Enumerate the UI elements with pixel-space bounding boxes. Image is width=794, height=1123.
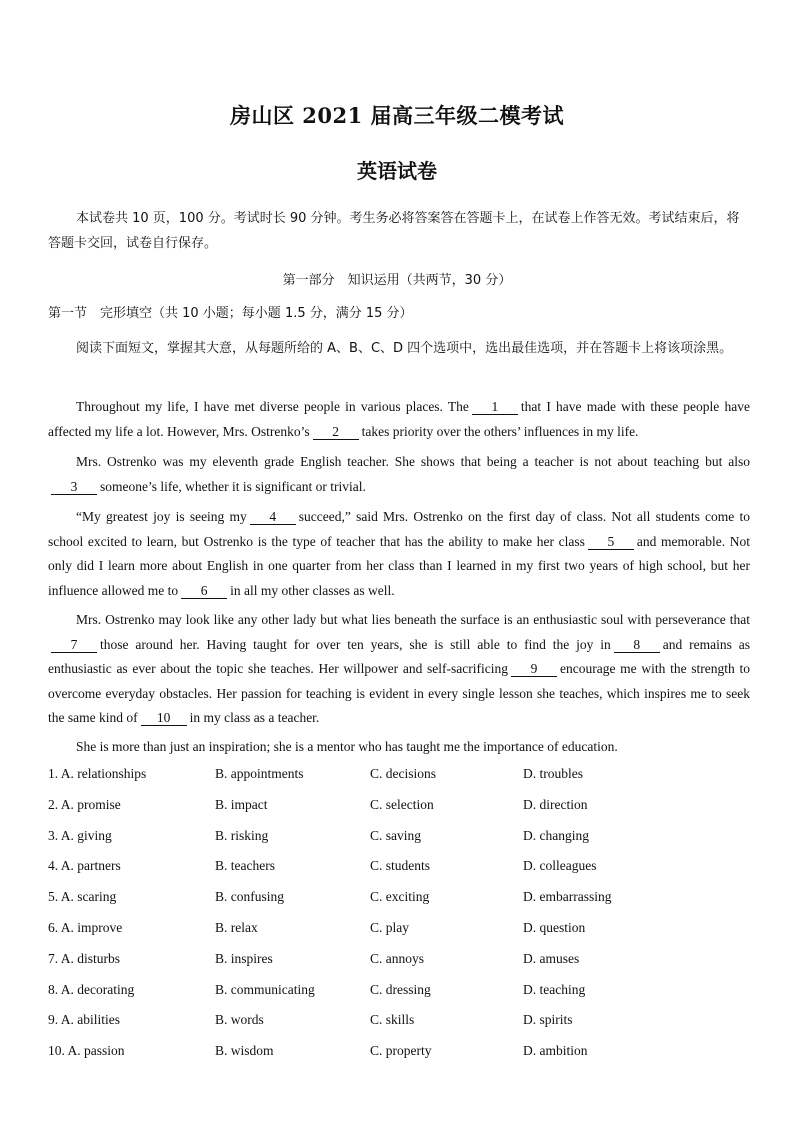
passage-paragraph-2: [48, 450, 750, 499]
passage-text: takes priority over the others’ influences in my life.: [361, 423, 639, 439]
option-c: C. selection: [370, 796, 434, 812]
option-a: 4. A. partners: [48, 858, 121, 874]
option-c: C. skills: [370, 1012, 415, 1028]
passage-text: encourage me with the strength to overcome everyday obstacles. Her passion for teaching is evident in every single lesson she teaches, which inspires me to seek the same kind of: [48, 661, 750, 725]
option-b: B. confusing: [215, 889, 284, 905]
option-c: C. exciting: [370, 889, 430, 905]
passage-paragraph-1: [48, 395, 750, 444]
option-row-1: [48, 766, 750, 797]
option-d: D. changing: [523, 827, 589, 843]
option-a: 9. A. abilities: [48, 1012, 120, 1028]
blank-1: 1: [472, 399, 518, 415]
passage-text: those around her. Having taught for over ten years, she is still able to find the joy in: [100, 636, 611, 652]
blank-10: 10: [141, 710, 187, 726]
option-a: 1. A. relationships: [48, 766, 147, 781]
passage-text: and remains as enthusiastic as ever about the topic she teaches. Her willpower and self-sacrificing: [48, 636, 750, 676]
option-row-3: [48, 828, 750, 859]
blank-6: 6: [181, 583, 227, 599]
answer-options: [48, 766, 750, 1074]
option-b: B. words: [215, 1012, 264, 1028]
passage-paragraph-5: She is more than just an inspiration; she is a mentor who has taught me the importance of education.: [76, 739, 618, 754]
option-d: D. teaching: [523, 981, 586, 997]
blank-3: 3: [51, 479, 97, 495]
option-b: B. risking: [215, 827, 269, 843]
option-b: B. appointments: [215, 766, 304, 781]
option-b: B. impact: [215, 796, 268, 812]
exam-title: 房山区 2021 届高三年级二模考试: [229, 103, 565, 128]
blank-4: 4: [250, 509, 296, 525]
option-b: B. communicating: [215, 981, 315, 997]
exam-instructions: 本试卷共 10 页，100 分。考试时长 90 分钟。考生务必将答案答在答题卡上，在试卷上作答无效。考试结束后，将答题卡交回，试卷自行保存。: [48, 211, 740, 251]
option-d: D. colleagues: [523, 858, 597, 874]
option-d: D. ambition: [523, 1043, 588, 1059]
option-row-6: [48, 920, 750, 951]
option-b: B. inspires: [215, 950, 273, 966]
option-row-9: [48, 1012, 750, 1043]
option-d: D. troubles: [523, 766, 583, 781]
option-a: 10. A. passion: [48, 1043, 125, 1059]
passage-text: succeed,” said Mrs. Ostrenko on the first day of class. Not all students come to school excited to learn, but Ostrenko is the type of teacher that has the ability to make her class: [48, 509, 751, 549]
passage-text: Throughout my life, I have met diverse people in various places. The: [76, 399, 469, 414]
option-row-5: [48, 889, 750, 920]
option-d: D. amuses: [523, 950, 580, 966]
passage-text: someone’s life, whether it is significant or trivial.: [100, 478, 366, 494]
blank-5: 5: [588, 534, 634, 550]
blank-9: 9: [511, 661, 557, 677]
option-row-7: [48, 951, 750, 982]
option-row-4: [48, 858, 750, 889]
option-a: 2. A. promise: [48, 796, 121, 812]
part-heading: 第一部分 知识运用（共两节，30 分）: [282, 273, 512, 288]
option-a: 6. A. improve: [48, 919, 123, 935]
option-row-10: [48, 1043, 750, 1074]
passage-text: in all my other classes as well.: [230, 582, 395, 598]
option-row-8: [48, 982, 750, 1013]
option-row-2: [48, 797, 750, 828]
passage-text: Mrs. Ostrenko was my eleventh grade English teacher. She shows that being a teacher is not about teaching but also: [76, 454, 750, 469]
option-d: D. question: [523, 919, 586, 935]
option-c: C. annoys: [370, 950, 424, 966]
blank-8: 8: [614, 637, 660, 653]
passage-text: Mrs. Ostrenko may look like any other lady but what lies beneath the surface is an enthusiastic soul with perseverance that: [76, 612, 750, 627]
passage-text: “My greatest joy is seeing my: [76, 509, 247, 524]
option-c: C. saving: [370, 827, 422, 843]
passage-paragraph-3: [48, 505, 750, 603]
option-b: B. relax: [215, 919, 258, 935]
blank-2: 2: [313, 424, 359, 440]
option-a: 5. A. scaring: [48, 889, 117, 905]
option-a: 7. A. disturbs: [48, 950, 121, 966]
option-a: 3. A. giving: [48, 827, 112, 843]
section-heading: 第一节 完形填空（共 10 小题；每小题 1.5 分，满分 15 分）: [48, 306, 413, 321]
option-b: B. wisdom: [215, 1043, 274, 1059]
option-c: C. dressing: [370, 981, 431, 997]
option-c: C. play: [370, 919, 409, 935]
exam-subtitle: 英语试卷: [357, 159, 437, 183]
passage-text: that I have made with these people have affected my life a lot. However, Mrs. Ostrenko’s: [48, 399, 750, 439]
option-c: C. property: [370, 1043, 432, 1059]
cloze-directions: 阅读下面短文，掌握其大意，从每题所给的 A、B、C、D 四个选项中，选出最佳选项，并在答题卡上将该项涂黑。: [76, 341, 733, 356]
option-b: B. teachers: [215, 858, 275, 874]
option-c: C. students: [370, 858, 431, 874]
passage-text: in my class as a teacher.: [189, 710, 320, 725]
blank-7: 7: [51, 637, 97, 653]
option-d: D. spirits: [523, 1012, 573, 1028]
option-a: 8. A. decorating: [48, 981, 135, 997]
option-d: D. embarrassing: [523, 889, 612, 905]
passage-paragraph-4: [48, 608, 750, 731]
option-c: C. decisions: [370, 766, 436, 781]
passage-text: and memorable. Not only did I learn more about English in one quarter from her class than I learned in my first two years of high school, but her influence allowed me to: [48, 533, 750, 598]
option-d: D. direction: [523, 796, 588, 812]
